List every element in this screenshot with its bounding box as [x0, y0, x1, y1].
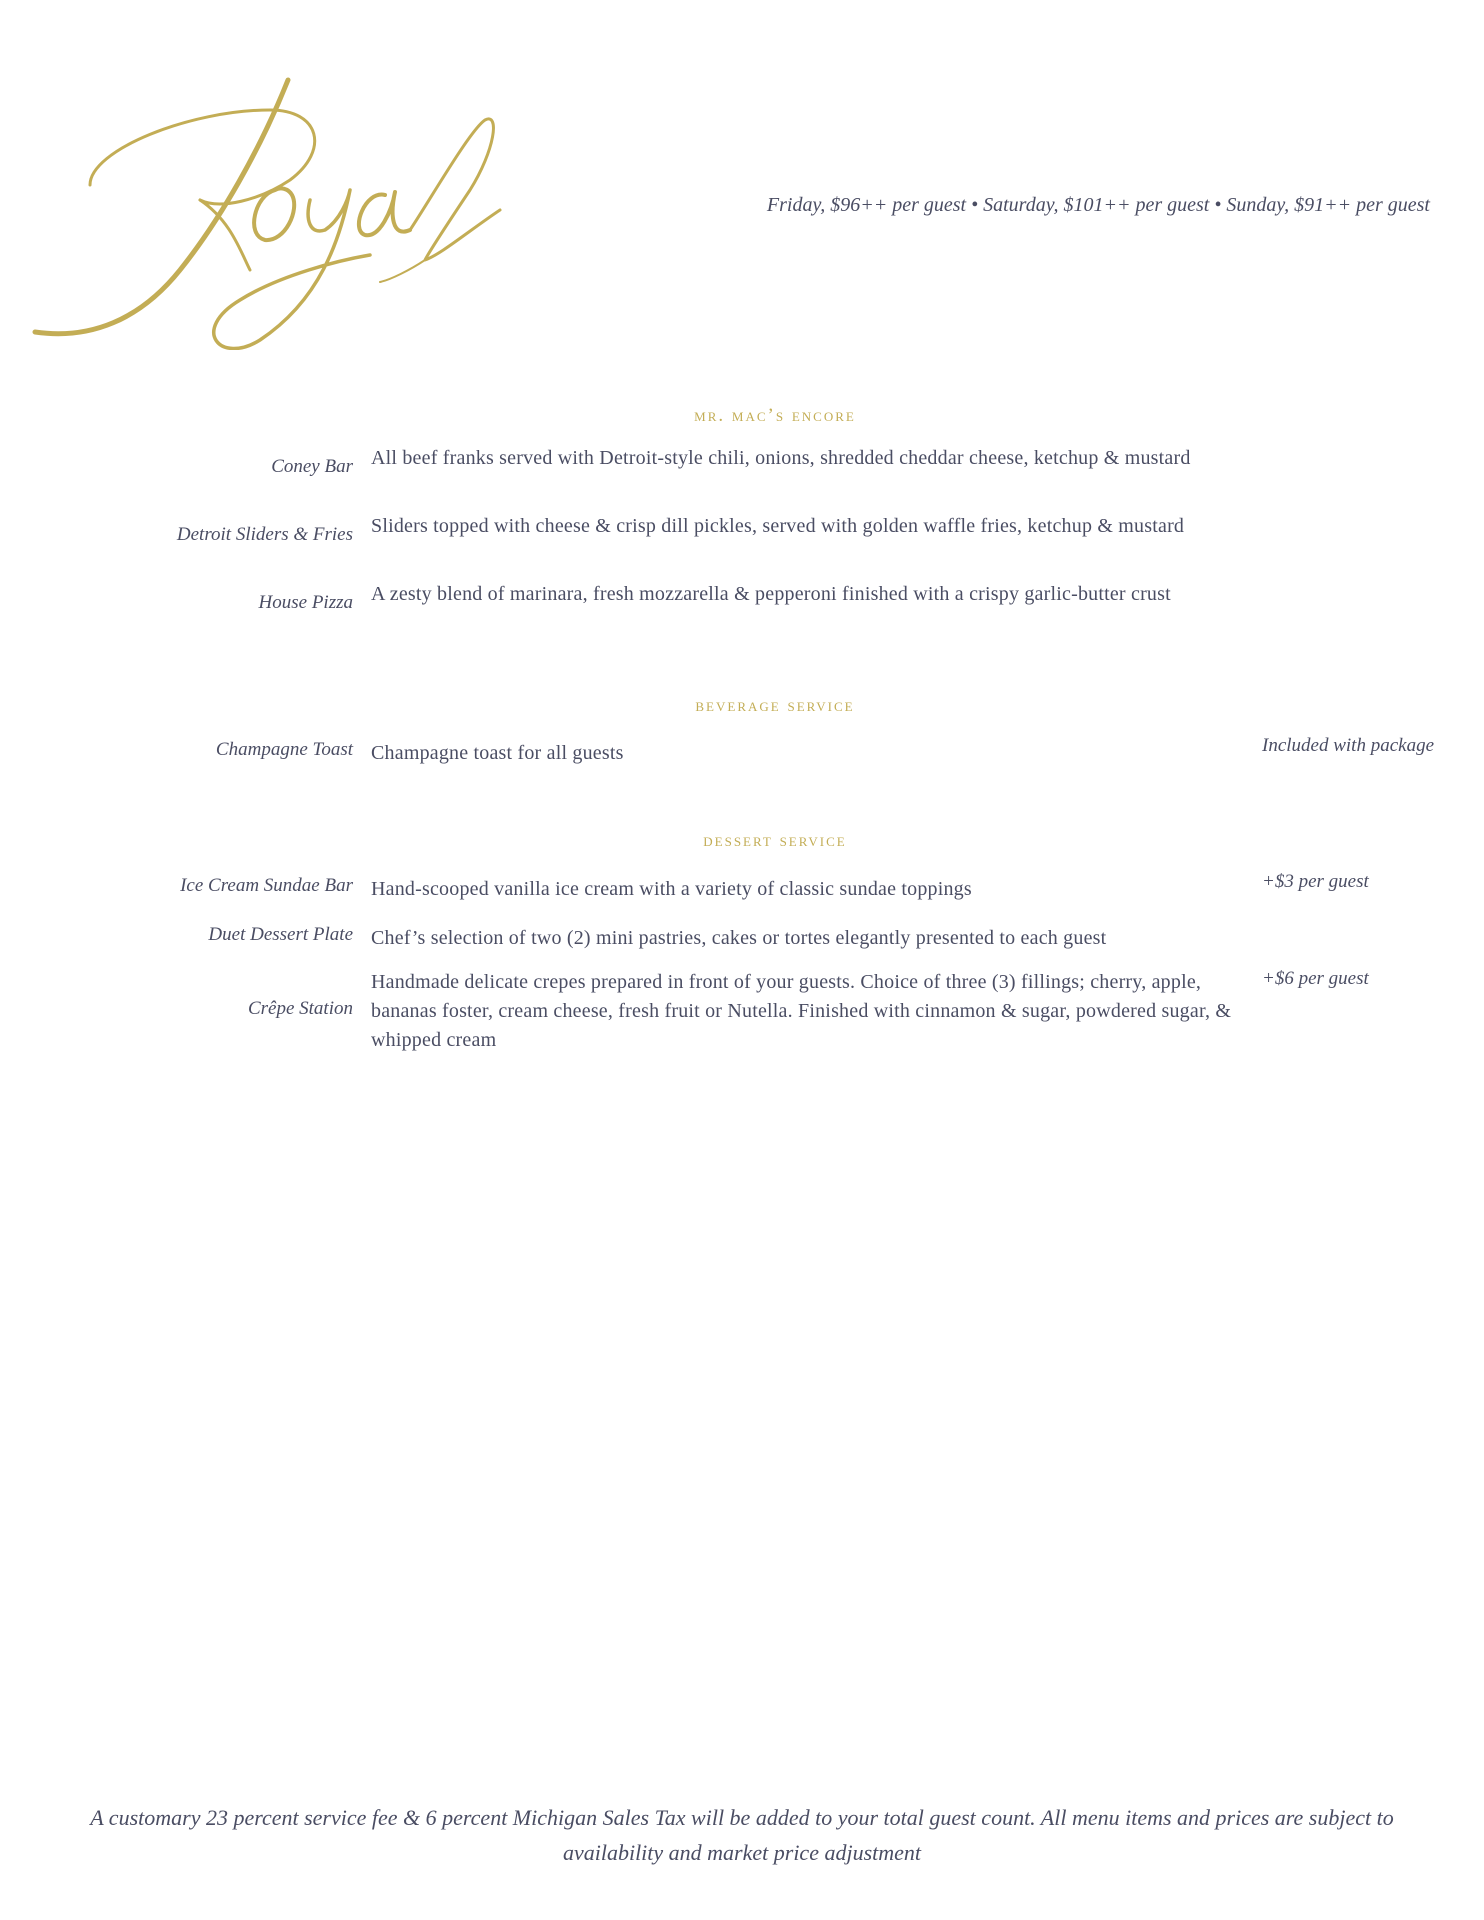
item-description: Chef’s selection of two (2) mini pastries, cakes or tortes elegantly presented to each guest [371, 927, 1107, 949]
footer-note: A customary 23 percent service fee & 6 percent Michigan Sales Tax will be added to your total guest count. All menu items and prices are subject to availability and market price adjustment [90, 1805, 1394, 1865]
royal-logo [30, 70, 510, 350]
item-price: +$3 per guest [1262, 871, 1369, 892]
item-name: Duet Dessert Plate [208, 924, 353, 945]
item-name: Ice Cream Sundae Bar [180, 875, 353, 896]
item-price: +$6 per guest [1262, 968, 1369, 989]
item-description: Champagne toast for all guests [371, 742, 624, 764]
item-description: A zesty blend of marinara, fresh mozzarella & pepperoni finished with a crispy garlic-butter crust [371, 583, 1171, 605]
item-name: House Pizza [258, 592, 353, 613]
item-price: Included with package [1262, 735, 1435, 756]
section-title-beverage: beverage service [695, 695, 855, 716]
item-description: Sliders topped with cheese & crisp dill pickles, served with golden waffle fries, ketchup & mustard [371, 515, 1185, 537]
item-description: Hand-scooped vanilla ice cream with a variety of classic sundae toppings [371, 878, 972, 900]
section-title-dessert: dessert service [703, 830, 847, 851]
item-name: Coney Bar [271, 456, 353, 477]
item-name: Champagne Toast [215, 739, 353, 760]
item-name: Detroit Sliders & Fries [176, 524, 353, 545]
section-title-encore: mr. mac’s encore [694, 405, 856, 426]
pricing-line: Friday, $96++ per guest • Saturday, $101++ per guest • Sunday, $91++ per guest [766, 194, 1430, 216]
item-description: Handmade delicate crepes prepared in front of your guests. Choice of three (3) fillings; cherry, apple, bananas foster, cream cheese, fresh fruit or Nutella. Finished with cinnamon & sugar, powdered sugar, & whipped cream [371, 971, 1232, 1051]
item-description: All beef franks served with Detroit-style chili, onions, shredded cheddar cheese, ketchup & mustard [371, 447, 1191, 469]
item-name: Crêpe Station [247, 998, 353, 1019]
